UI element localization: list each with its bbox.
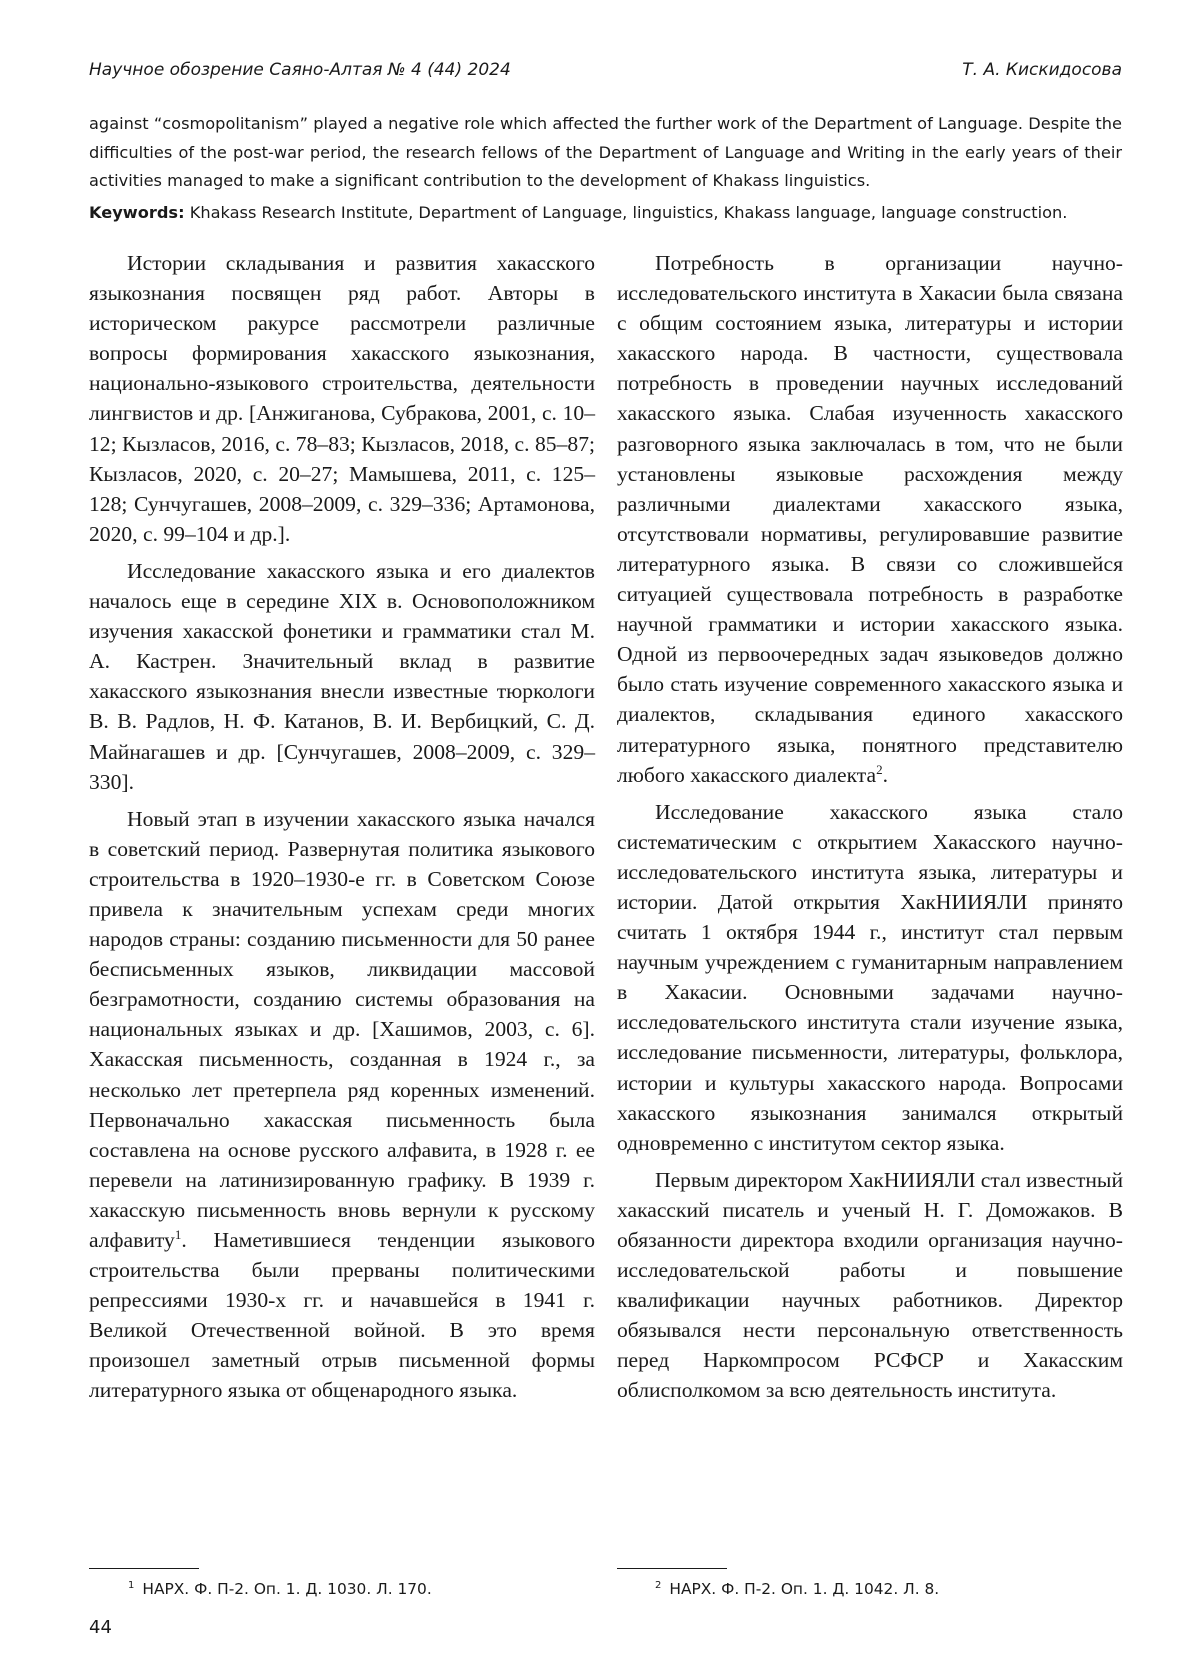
right-column bbox=[617, 248, 1123, 1406]
paragraph-text: Потребность в организации научно-исследовательского института в Хакасии была связана с общим состоянием языка, литературы и истории хакасского народа. В частности, существовала потребность в проведении научных исследований хакасского языка. Слабая изученность хакасского разговорного языка заключалась в том, что не были установлены языковые расхождения между различными диалектами хакасского языка, отсутствовали нормативы, регулировавшие развитие литературного языка. В связи со сложившейся ситуацией существовала потребность в разработке научной грамматики и истории хакасского языка. Одной из первоочередных задач языковедов должно было стать изучение современного хакасского языка и диалектов, складывания единого хакасского литературного языка, понятного представителю любого хакасского диалекта bbox=[617, 251, 1123, 787]
footnote-mark: 1 bbox=[128, 1579, 135, 1591]
paragraph-text: Новый этап в изучении хакасского языка начался в советский период. Развернутая политика языкового строительства в 1920–1930-е гг. в Советском Союзе привела к значительным успехам среди многих народов страны: созданию письменности для 50 ранее бесписьменных языков, ликвидации массовой безграмотности, созданию системы образования на национальных языках и др. [Хашимов, 2003, с. 6]. Хакасская письменность, созданная в 1924 г., за несколько лет претерпела ряд коренных изменений. Первоначально хакасская письменность была составлена на основе русского алфавита, в 1928 г. ее перевели на латинизированную графику. В 1939 г. хакасскую письменность вновь вернули к русскому алфавиту bbox=[89, 806, 595, 1252]
keywords-label: Keywords: bbox=[89, 202, 185, 222]
keywords-line bbox=[89, 199, 1122, 228]
author-name: Т. А. Кискидосова bbox=[962, 60, 1122, 80]
footnote-1 bbox=[128, 1580, 432, 1598]
footnote-ref-2[interactable]: 2 bbox=[876, 761, 883, 777]
left-column bbox=[89, 248, 595, 1406]
running-header bbox=[89, 60, 1122, 80]
paragraph-text: . Наметившиеся тенденции языкового строительства были прерваны политическими репрессиями 1930-х гг. и начавшейся в 1941 г. Великой Отечественной войной. В это время произошел заметный отрыв письменной формы литературного языка от общенародного языка. bbox=[89, 1228, 595, 1403]
abstract-text: against “cosmopolitanism” played a negative role which affected the further work of the Department of Language. Despite the difficulties of the post-war period, the research fellows of the Department of Language and Writing in the early years of their activities managed to make a significant contribution to the development of Khakass linguistics. bbox=[89, 114, 1122, 190]
footnote-divider bbox=[89, 1568, 199, 1569]
footnote-text: НАРХ. Ф. П-2. Оп. 1. Д. 1042. Л. 8. bbox=[669, 1580, 940, 1598]
footnote-text: НАРХ. Ф. П-2. Оп. 1. Д. 1030. Л. 170. bbox=[142, 1580, 432, 1598]
journal-title: Научное обозрение Саяно-Алтая № 4 (44) 2024 bbox=[89, 60, 511, 80]
paragraph: Исследование хакасского языка стало систематическим с открытием Хакасского научно-исследовательского института языка, литературы и истории. Датой открытия ХакНИИЯЛИ принято считать 1 октября 1944 г., институт стал первым научным учреждением с гуманитарным направлением в Хакасии. Основными задачами научно-исследовательского института стали изучение языка, исследование письменности, литературы, фольклора, истории и культуры хакасского народа. Вопросами хакасского языкознания занимался открытый одновременно с институтом сектор языка. bbox=[617, 799, 1123, 1155]
footnote-ref-1[interactable]: 1 bbox=[174, 1226, 182, 1242]
paragraph bbox=[617, 248, 1123, 790]
paragraph bbox=[89, 804, 595, 1406]
paragraph-text: . bbox=[882, 762, 888, 787]
paragraph: Истории складывания и развития хакасского языкознания посвящен ряд работ. Авторы в историческом ракурсе рассмотрели различные вопросы формирования хакасского языкознания, национально-языкового строительства, деятельности лингвистов и др. [Анжиганова, Субракова, 2001, с. 10–12; Кызласов, 2016, с. 78–83; Кызласов, 2018, с. 85–87; Кызласов, 2020, с. 20–27; Мамышева, 2011, с. 125–128; Сунчугашев, 2008–2009, с. 329–336; Артамонова, 2020, с. 99–104 и др.]. bbox=[89, 251, 595, 546]
footnote-mark: 2 bbox=[655, 1579, 662, 1591]
abstract-block bbox=[89, 110, 1122, 227]
paragraph: Первым директором ХакНИИЯЛИ стал известный хакасский писатель и ученый Н. Г. Доможаков. В обязанности директора входили организация научно-исследовательской работы и повышение квалификации научных работников. Директор обязывался нести персональную ответственность перед Наркомпросом РСФСР и Хакасским облисполкомом за всю деятельность института. bbox=[617, 1167, 1123, 1403]
footnote-2 bbox=[655, 1580, 939, 1598]
page-number: 44 bbox=[89, 1617, 112, 1638]
paragraph: Исследование хакасского языка и его диалектов началось еще в середине XIX в. Основоположником изучения хакасской фонетики и грамматики стал М. А. Кастрен. Значительный вклад в развитие хакасского языкознания внесли известные тюркологи В. В. Радлов, Н. Ф. Катанов, В. И. Вербицкий, С. Д. Майнагашев и др. [Сунчугашев, 2008–2009, с. 329–330]. bbox=[89, 558, 595, 794]
keywords-list: Khakass Research Institute, Department of Language, linguistics, Khakass language, language construction. bbox=[189, 202, 1068, 222]
footnote-divider bbox=[617, 1568, 727, 1569]
